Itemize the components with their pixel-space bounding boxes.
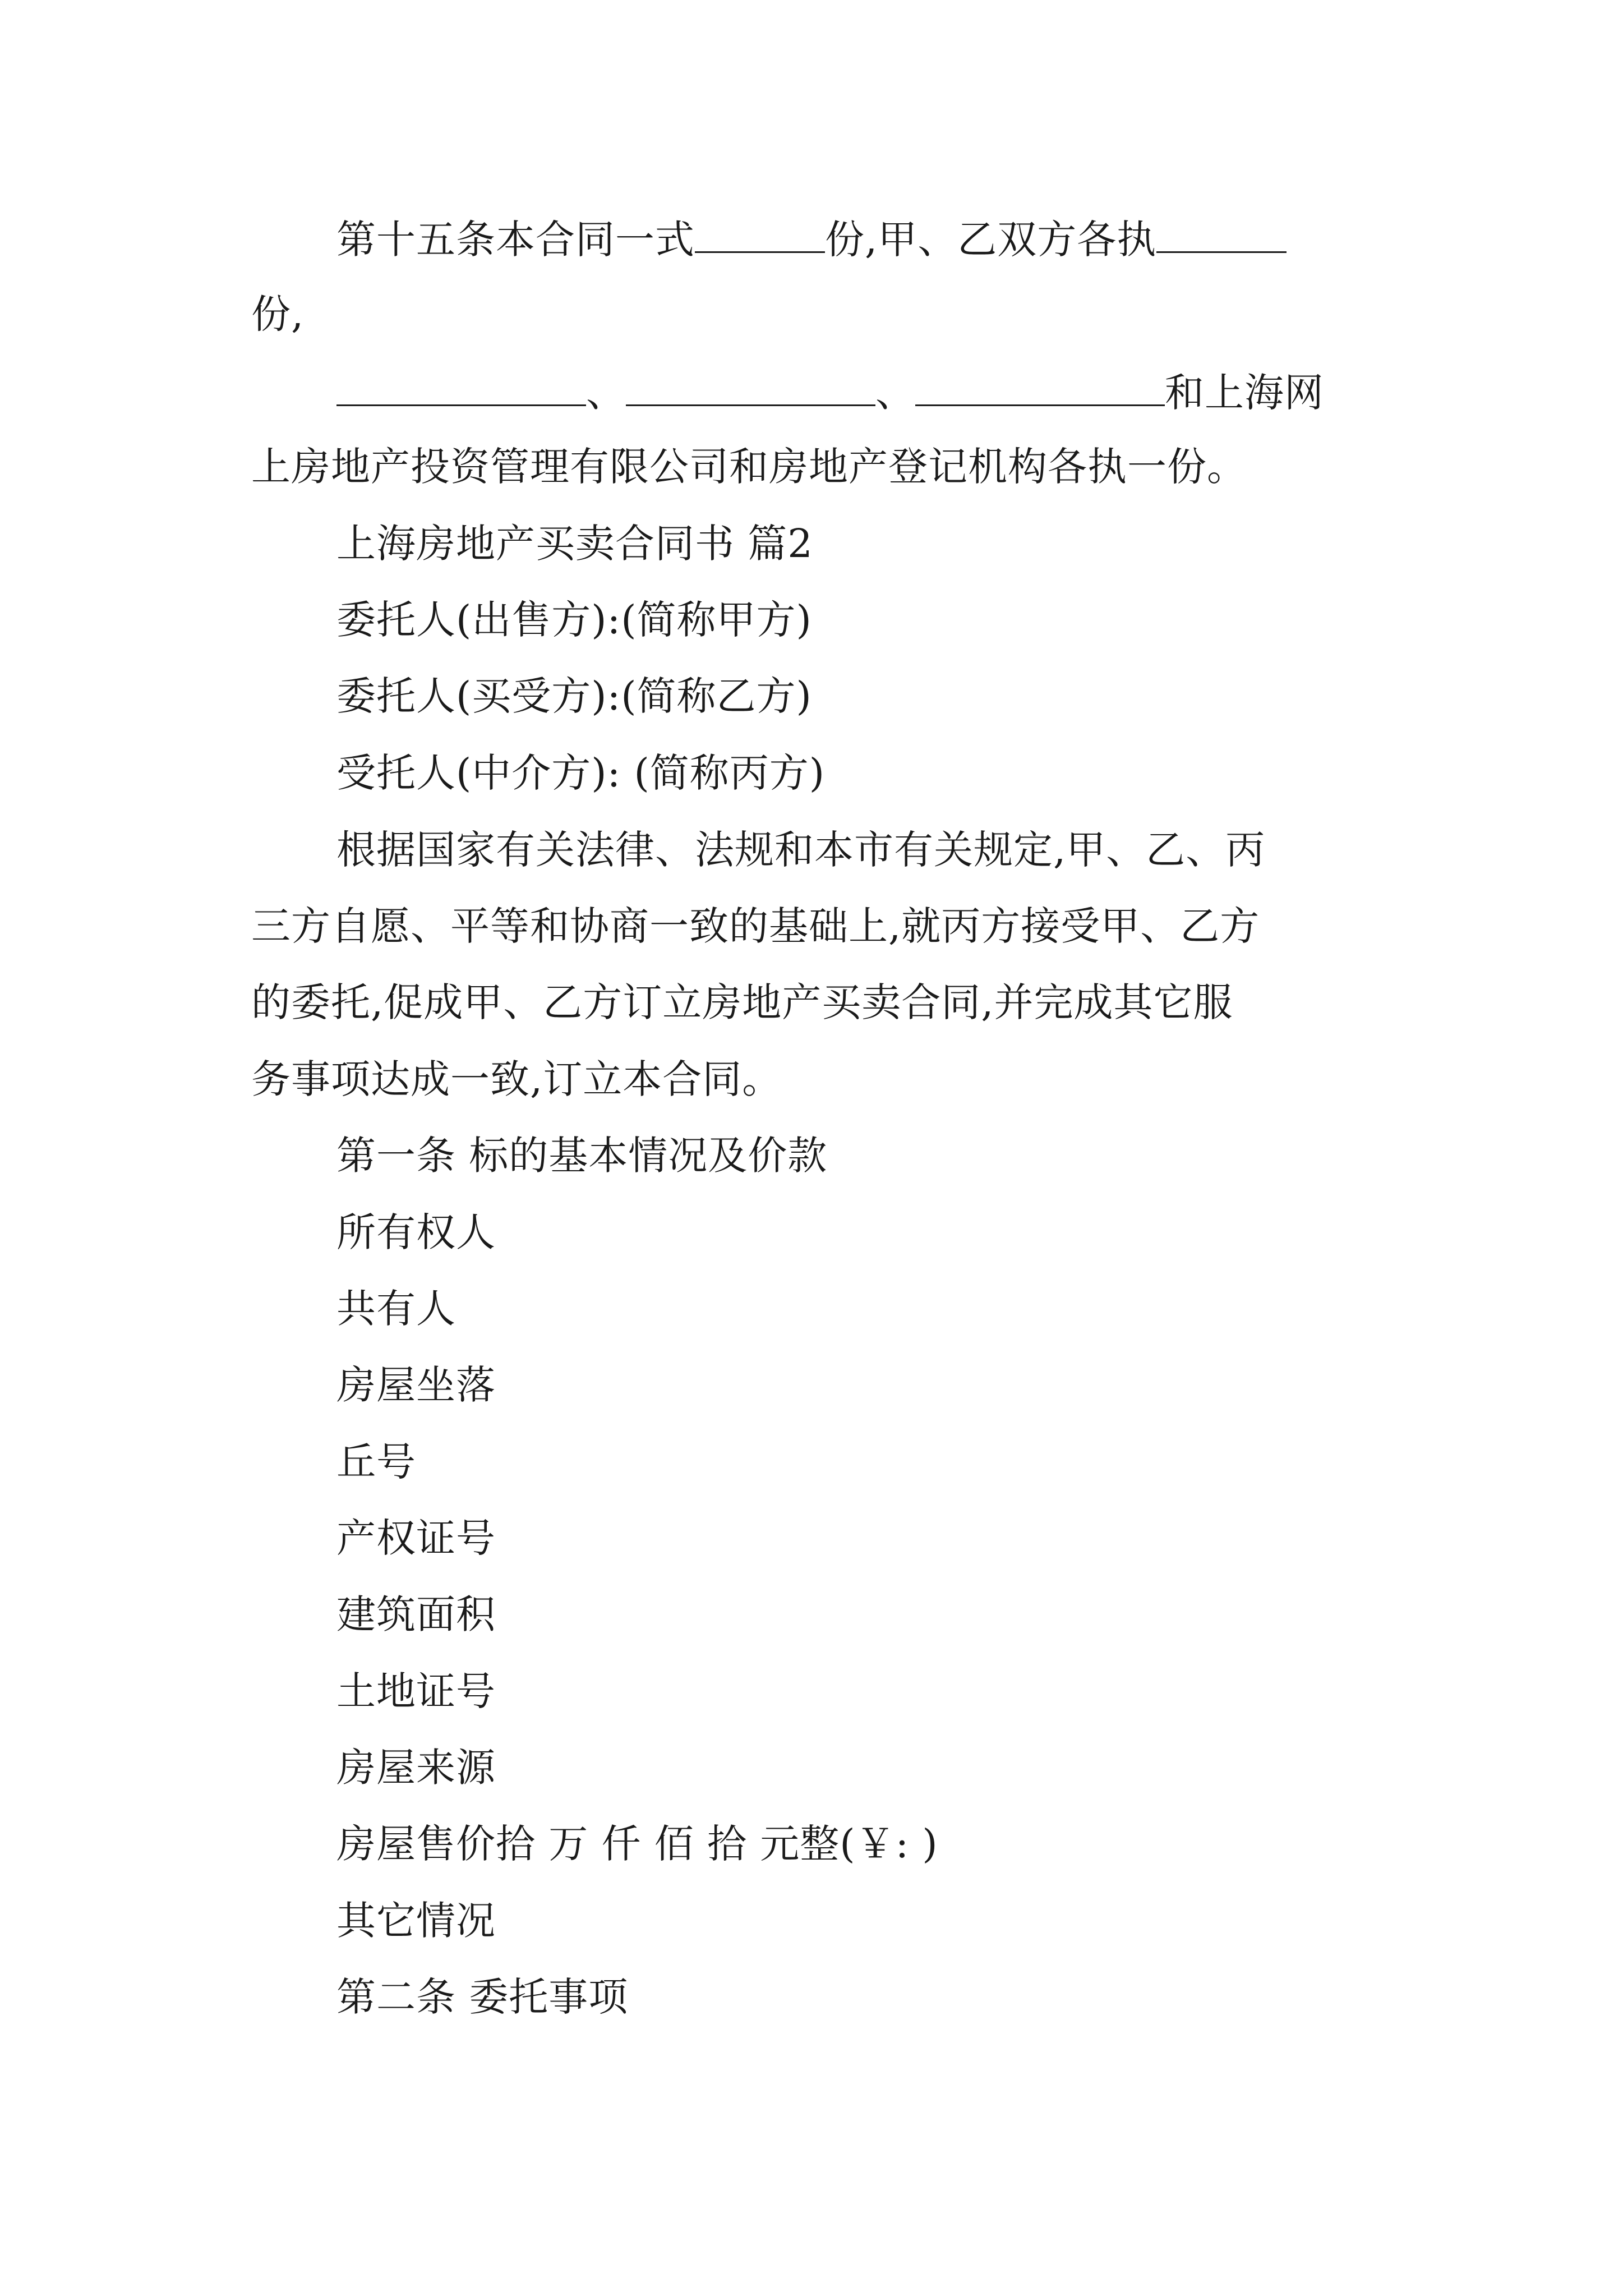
section-title: 上海房地产买卖合同书 篇2 bbox=[336, 521, 813, 567]
separator-2: 、 bbox=[875, 370, 915, 416]
separator-1: 、 bbox=[586, 370, 626, 416]
copies-each-blank bbox=[1156, 218, 1287, 253]
intro-line-4: 务事项达成一致,订立本合同。 bbox=[251, 1056, 782, 1102]
field-lot-number: 丘号 bbox=[336, 1439, 416, 1485]
clause15-prefix: 第十五条本合同一式 bbox=[336, 217, 695, 263]
clause15-mid: 份,甲、乙双方各执 bbox=[825, 217, 1157, 263]
field-co-owner: 共有人 bbox=[336, 1286, 456, 1332]
party-blank-2 bbox=[626, 371, 875, 406]
intro-line-1: 根据国家有关法律、法规和本市有关规定,甲、乙、丙 bbox=[336, 827, 1266, 873]
field-location: 房屋坐落 bbox=[336, 1362, 496, 1408]
article1-title: 第一条 标的基本情况及价款 bbox=[336, 1133, 828, 1179]
field-price: 房屋售价拾 万 仟 佰 拾 元整(￥: ) bbox=[336, 1821, 938, 1867]
field-floor-area: 建筑面积 bbox=[336, 1591, 496, 1637]
intro-line-2: 三方自愿、平等和协商一致的基础上,就丙方接受甲、乙方 bbox=[251, 903, 1260, 949]
clause15-line1 bbox=[336, 217, 1287, 263]
party-buyer: 委托人(买受方):(简称乙方) bbox=[336, 673, 812, 719]
intro-line-3: 的委托,促成甲、乙方订立房地产买卖合同,并完成其它服 bbox=[251, 979, 1233, 1025]
party-seller: 委托人(出售方):(简称甲方) bbox=[336, 597, 812, 643]
copies-total-blank bbox=[695, 218, 825, 253]
article2-title: 第二条 委托事项 bbox=[336, 1974, 629, 2020]
field-house-source: 房屋来源 bbox=[336, 1745, 496, 1791]
field-land-certificate: 土地证号 bbox=[336, 1668, 496, 1714]
clause15-line2: 份, bbox=[251, 291, 305, 337]
clause15-line4: 上房地产投资管理有限公司和房地产登记机构各执一份。 bbox=[251, 444, 1247, 490]
party-blank-1 bbox=[336, 371, 586, 406]
field-other: 其它情况 bbox=[336, 1898, 496, 1944]
clause15-line3-suffix: 和上海网 bbox=[1165, 370, 1324, 416]
field-owner: 所有权人 bbox=[336, 1209, 496, 1255]
party-blank-3 bbox=[915, 371, 1165, 406]
party-agent: 受托人(中介方): (简称丙方) bbox=[336, 750, 826, 796]
field-title-certificate: 产权证号 bbox=[336, 1515, 496, 1561]
clause15-line3 bbox=[336, 370, 1324, 416]
